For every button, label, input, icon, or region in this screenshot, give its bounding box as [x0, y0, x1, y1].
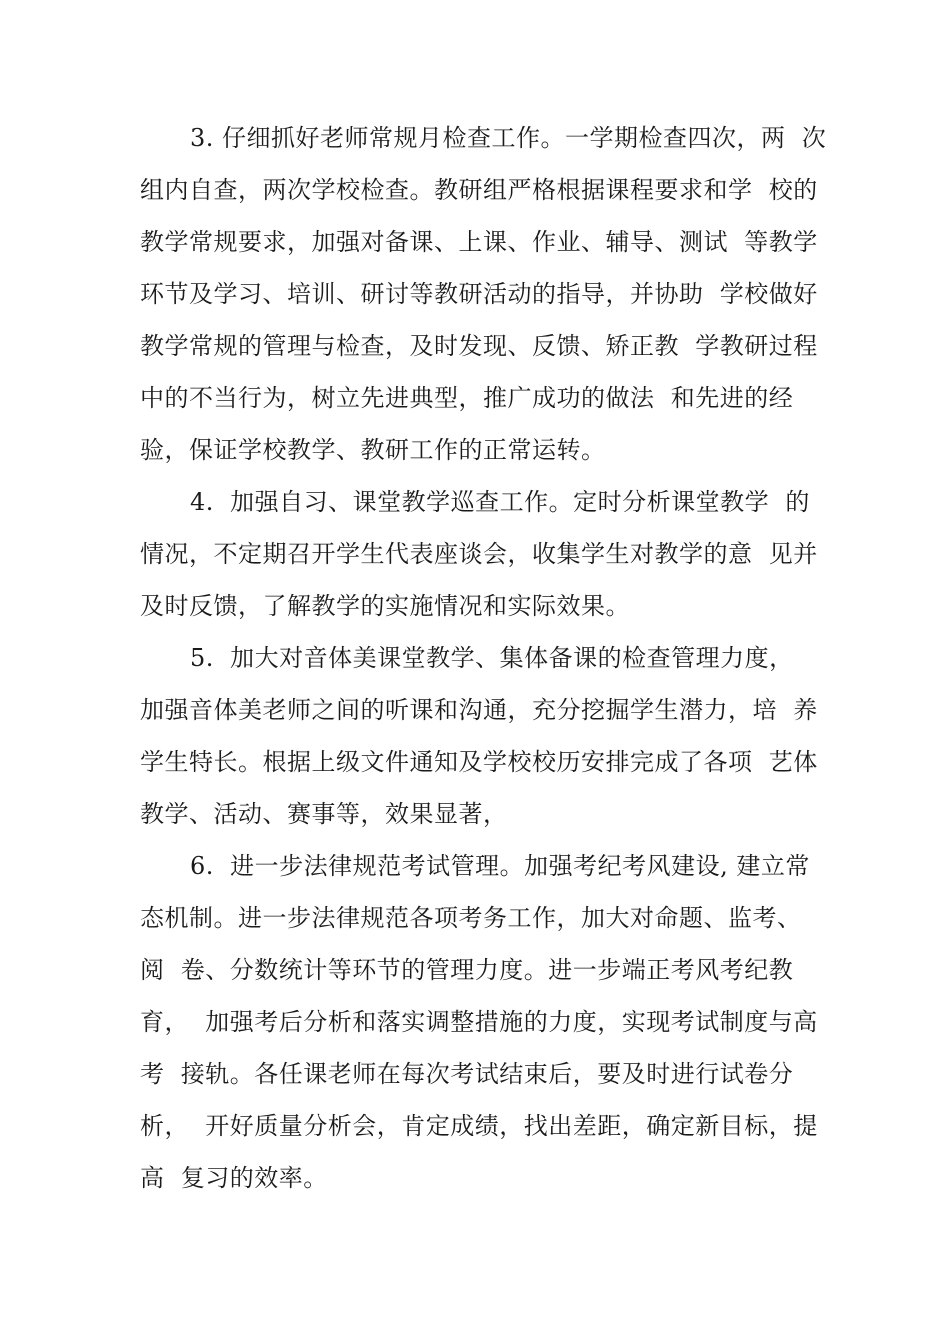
paragraph-line: 验，保证学校教学、教研工作的正常运转。	[140, 436, 606, 464]
paragraph-line: 环节及学习、培训、研讨等教研活动的指导，并协助 学校做好	[140, 280, 818, 308]
paragraph-line: 6. 进一步法律规范考试管理。加强考纪考风建设, 建立常	[190, 852, 810, 880]
paragraph-line: 阅 卷、分数统计等环节的管理力度。进一步端正考风考纪教	[140, 956, 794, 984]
paragraph-line: 育， 加强考后分析和落实调整措施的力度，实现考试制度与高	[140, 1008, 818, 1036]
paragraph-line: 5. 加大对音体美课堂教学、集体备课的检查管理力度，	[190, 644, 794, 672]
paragraph-line: 中的不当行为，树立先进典型，推广成功的做法 和先进的经	[140, 384, 794, 412]
paragraph-line: 情况，不定期召开学生代表座谈会，收集学生对教学的意 见并	[140, 540, 818, 568]
paragraph-line: 3. 仔细抓好老师常规月检查工作。一学期检查四次，两 次	[190, 124, 827, 152]
paragraph-line: 态机制。进一步法律规范各项考务工作，加大对命题、监考、	[140, 904, 802, 932]
paragraph-line: 教学、活动、赛事等，效果显著，	[140, 800, 508, 828]
paragraph-line: 析， 开好质量分析会，肯定成绩，找出差距，确定新目标，提	[140, 1112, 818, 1140]
paragraph-line: 考 接轨。各任课老师在每次考试结束后，要及时进行试卷分	[140, 1060, 794, 1088]
paragraph-line: 及时反馈，了解教学的实施情况和实际效果。	[140, 592, 630, 620]
paragraph-line: 4. 加强自习、课堂教学巡查工作。定时分析课堂教学 的	[190, 488, 810, 516]
paragraph-line: 高 复习的效率。	[140, 1164, 328, 1192]
paragraph-line: 加强音体美老师之间的听课和沟通，充分挖掘学生潜力，培 养	[140, 696, 818, 724]
paragraph-line: 教学常规要求，加强对备课、上课、作业、辅导、测试 等教学	[140, 228, 818, 256]
paragraph-line: 教学常规的管理与检查，及时发现、反馈、矫正教 学教研过程	[140, 332, 818, 360]
paragraph-line: 学生特长。根据上级文件通知及学校校历安排完成了各项 艺体	[140, 748, 818, 776]
paragraph-line: 组内自查，两次学校检查。教研组严格根据课程要求和学 校的	[140, 176, 818, 204]
